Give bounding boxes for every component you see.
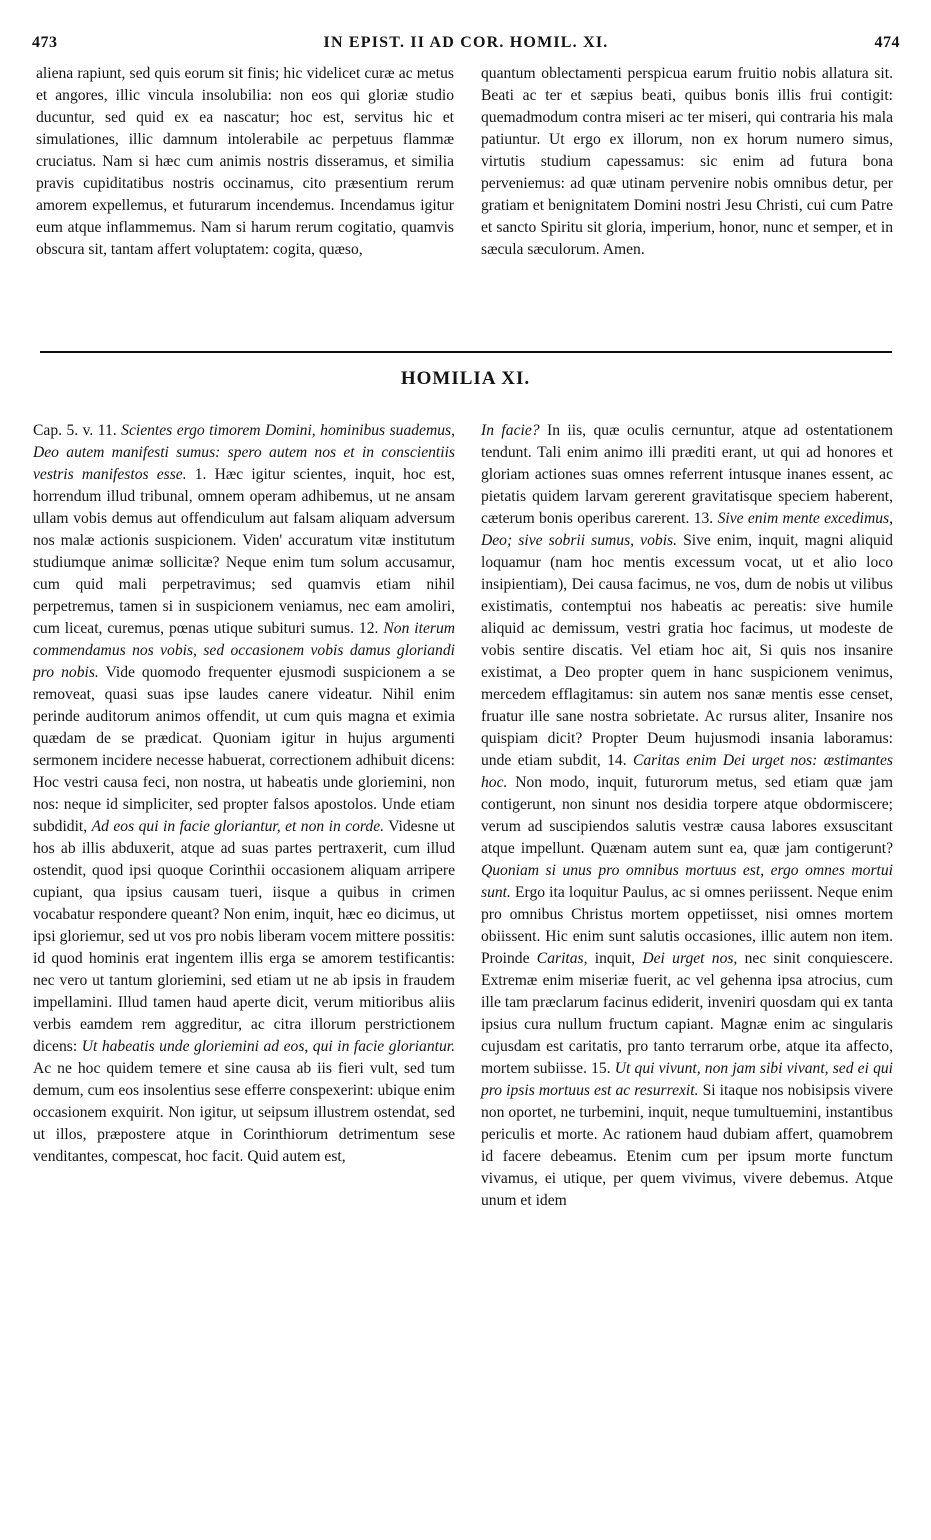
commentary-text: Ac ne hoc quidem temere et sine causa ab iis fieri vult, sed tum demum, cum eos insolentius sese efferre conspexerint: ubique enim occasionem exquirit. Non igitur, ut seipsum illustrem ostendat, sed ut illos, præpostere atque in Corinthiorum detrimentum sese venditantes, compescat, hoc facit. Quid autem est, <box>33 1060 455 1165</box>
previous-homily-right-column <box>481 63 893 341</box>
homily-left-paragraph <box>33 420 455 1168</box>
homily-right-paragraph <box>481 420 893 1212</box>
commentary-text: Ergo ita loquitur Paulus, ac si omnes periissent. Neque enim pro omnibus Christus mortem oppetiisset, nisi omnes mortem obiissent. Hic enim sunt salutis occasiones, illic autem non item. Proinde <box>481 884 894 967</box>
commentary-text: Videsne ut hos ab illis abduxerit, atque ad suas partes pertraxerit, cum illud ostendit, quod ipsi quoque Corinthii occasionem aliquam arripere cupiant, qua ipsius causam tueri, iisque a quibus in crimen vocabatur respondere queant? Non enim, inquit, hæc eo dicimus, ut ipsi gloriemur, sed ut vos pro nobis liberam vocem mittere possitis: id quod hominis erat ingentem illis erga se amorem testificantis: nec vero ut tantum gloriemini, sed etiam ut ne ab ipsis in fraudem impellamini. Illud tamen haud aperte dicit, verum mitioribus aliis verbis eamdem rem aggreditur, ac citra illorum perstrictionem dicens: <box>33 818 455 1055</box>
commentary-text: 1. Hæc igitur scientes, inquit, hoc est, horrendum illud tribunal, omnem operam adhibemus, ut ne ansam ullam vobis demus aut offendiculum aut falsam aliquam adversum nos malæ actionis suspicionem. Viden' accuratum vitæ institutum studiumque animæ sollicitæ? Neque enim tum solum accusamur, cum quid mali perpetravimus; sed quamvis etiam nihil perpetremus, tamen si in suspicionem veniamus, nec eam amoliri, cum liceat, curemus, pœnas utique subituri sumus. 12. <box>33 466 455 637</box>
scripture-quote: In facie? <box>481 422 540 439</box>
previous-homily-text-right: quantum oblectamenti perspicua earum fruitio nobis allatura sit. Beati ac ter et sæpius beati, quibus bonis illis frui contigit: quemadmodum contra miseri ac ter miseri, qui contraria his mala patiuntur. Ut ergo ex illorum, non ex horum numero simus, virtutis studium capessamus: sic enim ad futura bona perveniemus: ad quæ utinam pervenire nobis omnibus detur, per gratiam et benignitatem Domini nostri Jesu Christi, cui cum Patre et sancto Spiritu sit gloria, imperium, honor, nunc et semper, et in sæcula sæculorum. Amen. <box>481 65 893 258</box>
scripture-quote: Ad eos qui in facie gloriantur, et non in corde. <box>91 818 385 835</box>
commentary-text: nec sinit conquiescere. Extremæ enim miseriæ fuerit, ac vel gehenna ipsa atrocius, cum ille tam præclarum facinus ediderit, inveniri quosdam qui ex tanta ipsius cura nullum fructum capiant. Magnæ enim ac singularis cujusdam est caritatis, pro tanto terrarum orbe, atque ita affecto, mortem subiisse. 15. <box>481 950 893 1077</box>
previous-homily-left-column <box>36 63 454 341</box>
homily-right-column <box>481 420 893 1500</box>
section-divider <box>40 351 892 353</box>
verse-13-quote: Sive enim mente excedimus, Deo; sive sobrii sumus, vobis. <box>481 510 893 549</box>
homily-title: HOMILIA XI. <box>400 368 531 389</box>
commentary-text: Sive enim, inquit, magni aliquid loquamur (nam hoc mentis excessum vocat, ut et alio loco insipientiam), Dei causa facimus, ne vos, dum de nobis ut vilibus existimatis, contemptui nos habeatis ac pereatis: sive humile aliquid ac demissum, vestri gratia hoc facimus, ut modeste de vobis sentire discatis. Vel etiam hoc ait, Si quis nos insanire existimat, a Deo propter quem in hanc suspicionem venimus, mercedem efflagitamus: sin autem nos sanæ mentis esse censet, fruatur ille sane nostra sobrietate. Ac rursus aliter, Insanire nos quispiam dicit? Propter Deum hujusmodi insania laboramus: unde etiam subdit, 14. <box>481 532 893 769</box>
page-number-right: 474 <box>874 34 900 51</box>
running-head: IN EPIST. II AD COR. HOMIL. XI. <box>323 34 609 51</box>
scripture-quote: Dei urget nos, <box>642 950 738 967</box>
verse-14-quote: Caritas enim Dei urget nos: æstimantes hoc. <box>481 752 893 791</box>
verse-11-quote: Scientes ergo timorem Domini, hominibus suademus, Deo autem manifesti sumus: spero autem nos et in conscientiis vestris manifestos esse. <box>33 422 455 483</box>
chapter-verse-label: Cap. 5. v. 11. <box>33 422 117 439</box>
verse-12-quote: Non iterum commendamus nos vobis, sed occasionem vobis damus gloriandi pro nobis. <box>33 620 456 681</box>
homily-left-column <box>33 420 455 1500</box>
scripture-quote: Quoniam si unus pro omnibus mortuus est, ergo omnes mortui sunt. <box>481 862 893 901</box>
previous-homily-text-left: aliena rapiunt, sed quis eorum sit finis; hic videlicet curæ ac metus et angores, illic vincula insolubilia: non eos qui gloriæ studio ducuntur, sed quid ex ea nascatur; hoc est, servitus hic et simulationes, illic damnum intolerabile ac perpetuus flammæ cruciatus. Nam si hæc cum animis nostris disseramus, et similia pravis cupiditatibus nostris occinamus, cito præsentium rerum amorem expellemus, et futurarum incendemus. Incendamus igitur eum atque inflammemus. Nam si harum rerum cogitatio, quamvis obscura sit, tantam affert voluptatem: cogita, quæso, <box>36 65 454 258</box>
scripture-quote: Ut habeatis unde gloriemini ad eos, qui in facie gloriantur. <box>81 1038 456 1055</box>
page-number-left: 473 <box>32 34 58 51</box>
commentary-text: In iis, quæ oculis cernuntur, atque ad ostentationem tendunt. Tali enim animo illi præditi erant, ut qui ad honores et gloriam actiones suas omnes referrent intusque inanes essent, ac pietatis quidem larvam gererent gravitatisque speciem haberent, cæterum bonis operibus carerent. 13. <box>481 422 893 527</box>
commentary-text: inquit, <box>594 950 636 967</box>
commentary-text: Si itaque nos nobisipsis vivere non oportet, ne turbemini, inquit, neque tumultuemini, instantibus periculis et morte. Ac rationem haud dubiam affert, quamobrem id facere debeamus. Etenim cum per ipsum morte functum vivamus, ei utique, per quem vivimus, vivere debemus. Atque unum et idem <box>481 1082 893 1209</box>
verse-15-quote: Ut qui vivunt, non jam sibi vivant, sed ei qui pro ipsis mortuus est ac resurrexit. <box>481 1060 894 1099</box>
commentary-text: Non modo, inquit, futurorum metus, sed etiam quæ jam contigerunt, non sinunt nos desidia torpere atque obdormiscere; verum ad suscipiendos salutis vestræ causa labores exsuscitant atque impellunt. Quænam autem sunt ea, quæ jam contigerunt? <box>481 774 893 857</box>
scripture-quote: Caritas, <box>536 950 588 967</box>
page-header <box>32 34 900 60</box>
commentary-text: Vide quomodo frequenter ejusmodi suspicionem a se removeat, quasi suas ipse laudes canere videatur. Nihil enim perinde auditorum animos offendit, ut cum quis magna et eximia quædam de se prædicat. Quoniam igitur in hujus argumenti sermonem incidere necesse habuerat, correctionem adhibuit dicens: Hoc vestri causa feci, non nostra, ut habeatis unde gloriemini, non nos: neque id simpliciter, sed propter falsos apostolos. Unde etiam subdidit, <box>33 664 455 835</box>
